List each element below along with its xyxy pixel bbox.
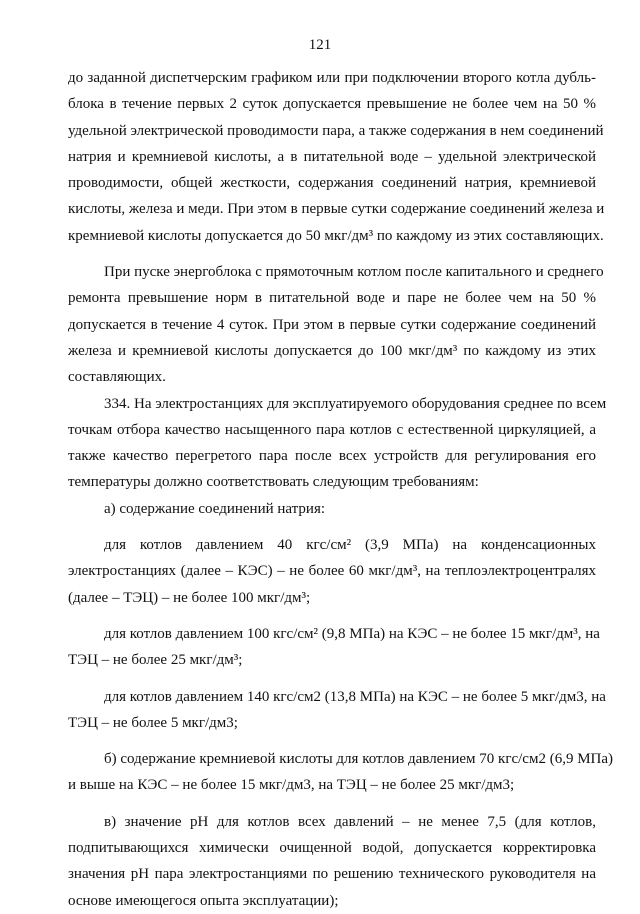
text-line: 334. На электростанциях для эксплуатируемого оборудования среднее по всем bbox=[104, 395, 607, 412]
text-line: и выше на КЭС – не более 15 мкг/дм3, на ТЭЦ – не более 25 мкг/дм3; bbox=[68, 777, 515, 794]
text-line: (далее – ТЭЦ) – не более 100 мкг/дм³; bbox=[68, 589, 311, 606]
text-line: подпитывающихся химически очищенной водой, допускается корректировка bbox=[68, 840, 596, 857]
text-line: для котлов давлением 40 кгс/см² (3,9 МПа) на конденсационных bbox=[104, 537, 596, 554]
text-line: блока в течение первых 2 суток допускается превышение не более чем на 50 % bbox=[68, 96, 596, 113]
text-line: составляющих. bbox=[68, 369, 166, 386]
text-line: основе имеющегося опыта эксплуатации); bbox=[68, 892, 339, 909]
text-line: б) содержание кремниевой кислоты для котлов давлением 70 кгс/см2 (6,9 МПа) bbox=[104, 751, 614, 768]
page-number: 121 bbox=[308, 37, 332, 53]
text-line: значения pH пара электростанциями по решению технического руководителя на bbox=[68, 866, 596, 883]
text-line: кислоты, железа и меди. При этом в первые сутки содержание соединений железа и bbox=[68, 201, 605, 218]
text-line: натрия и кремниевой кислоты, а в питательной воде – удельной электрической bbox=[68, 148, 596, 165]
document-body bbox=[68, 65, 614, 914]
text-line: ТЭЦ – не более 5 мкг/дм3; bbox=[68, 714, 238, 731]
text-line: ремонта превышение норм в питательной воде и паре не более чем на 50 % bbox=[68, 290, 596, 307]
text-line: железа и кремниевой кислоты допускается до 100 мкг/дм³ по каждому из этих bbox=[68, 342, 596, 359]
text-line: для котлов давлением 140 кгс/см2 (13,8 МПа) на КЭС – не более 5 мкг/дм3, на bbox=[104, 688, 606, 705]
text-line: а) содержание соединений натрия: bbox=[104, 500, 326, 517]
text-line: удельной электрической проводимости пара, а также содержания в нем соединений bbox=[68, 122, 604, 139]
text-line: также качество перегретого пара после всех устройств для регулирования его bbox=[68, 448, 596, 465]
text-line: ТЭЦ – не более 25 мкг/дм³; bbox=[68, 652, 243, 669]
text-line: допускается в течение 4 суток. При этом в первые сутки содержание соединений bbox=[68, 316, 596, 333]
text-line: проводимости, общей жесткости, содержания соединений натрия, кремниевой bbox=[68, 175, 596, 192]
text-line: При пуске энергоблока с прямоточным котлом после капитального и среднего bbox=[104, 264, 604, 281]
text-line: температуры должно соответствовать следующим требованиям: bbox=[68, 474, 479, 491]
text-line: кремниевой кислоты допускается до 50 мкг/дм³ по каждому из этих составляющих. bbox=[68, 227, 604, 244]
text-line: до заданной диспетчерским графиком или при подключении второго котла дубль- bbox=[68, 70, 596, 86]
text-line: электростанциях (далее – КЭС) – не более 60 мкг/дм³, на теплоэлектроцентралях bbox=[68, 563, 596, 580]
text-line: точкам отбора качество насыщенного пара котлов с естественной циркуляцией, а bbox=[68, 421, 596, 438]
text-line: для котлов давлением 100 кгс/см² (9,8 МПа) на КЭС – не более 15 мкг/дм³, на bbox=[104, 625, 600, 642]
text-line: в) значение pH для котлов всех давлений – не менее 7,5 (для котлов, bbox=[104, 813, 596, 830]
